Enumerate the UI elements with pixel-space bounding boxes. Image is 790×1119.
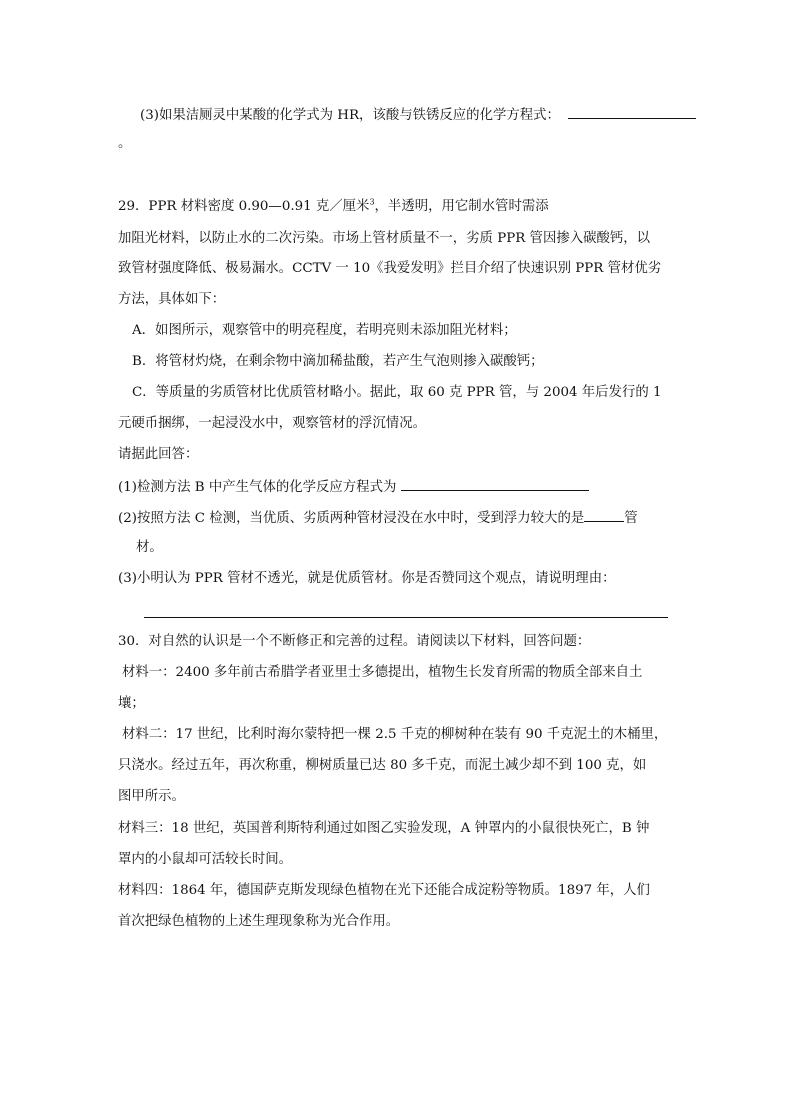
q29-prompt: 请据此回答： xyxy=(118,447,199,462)
q29-sub3: (3)小明认为 PPR 管材不透光，就是优质管材。你是否赞同这个观点，请说明理由： xyxy=(118,571,616,586)
q29-sub3-answer-line[interactable] xyxy=(144,617,668,618)
q30-intro: 30．对自然的认识是一个不断修正和完善的过程。请阅读以下材料，回答问题： xyxy=(118,634,591,649)
q30-material2-a: 材料二：17 世纪，比利时海尔蒙特把一棵 2.5 千克的柳树种在装有 90 千克泥土的木桶里， xyxy=(122,727,668,742)
q29-method-b: B．将管材灼烧，在剩余物中滴加稀盐酸，若产生气泡则掺入碳酸钙； xyxy=(132,354,544,369)
q29-line3: 致管材强度降低、极易漏水。CCTV 一 10《我爱发明》拦目介绍了快速识别 PPR 管材优劣 xyxy=(118,261,662,276)
q29-sub2-text: (2)按照方法 C 检测，当优质、劣质两种管材浸没在水中时，受到浮力较大的是 xyxy=(118,511,585,526)
q30-material4-a: 材料四：1864 年，德国萨克斯发现绿色植物在光下还能合成淀粉等物质。1897 年，人们 xyxy=(118,883,650,898)
q30-material2-c: 图甲所示。 xyxy=(118,789,185,804)
q30-material3-b: 罩内的小鼠却可活较长时间。 xyxy=(118,852,293,867)
q28-part3-end: 。 xyxy=(118,136,132,151)
q30-material1-b: 壤； xyxy=(118,696,145,711)
q29-method-c1: C．等质量的劣质管材比优质管材略小。据此，取 60 克 PPR 管，与 2004 年后发行的 1 xyxy=(132,385,662,400)
q29-method-a: A．如图所示，观察管中的明亮程度，若明亮则未添加阻光材料； xyxy=(132,323,517,338)
q29-line2: 加阻光材料，以防止水的二次污染。市场上管材质量不一，劣质 PPR 管因掺入碳酸钙，以 xyxy=(118,231,651,246)
q29-line4: 方法，具体如下： xyxy=(118,292,226,307)
q30-material3-a: 材料三：18 世纪，英国普利斯特利通过如图乙实验发现，A 钟罩内的小鼠很快死亡，B 钟 xyxy=(118,821,650,836)
q29-line1-sup: 3 xyxy=(369,197,375,207)
q30-material1-a: 材料一：2400 多年前古希腊学者亚里士多德提出，植物生长发育所需的物质全部来自土 xyxy=(122,665,643,680)
q29-sub2-line xyxy=(118,507,638,529)
q29-sub1-text: (1)检测方法 B 中产生气体的化学反应方程式为 xyxy=(118,480,397,495)
q29-line1-a: 29．PPR 材料密度 0.90—0.91 克／厘米 xyxy=(118,199,370,214)
q29-sub2-end: 材。 xyxy=(136,540,163,555)
q28-part3-text: (3)如果洁厕灵中某酸的化学式为 HR，该酸与铁锈反应的化学方程式： xyxy=(140,108,560,123)
q29-sub1-line xyxy=(118,476,589,498)
q29-sub2-answer-blank[interactable] xyxy=(584,507,624,522)
q30-material2-b: 只浇水。经过五年，再次称重，柳树质量已达 80 多千克，而泥土减少却不到 100 克，如 xyxy=(118,758,647,773)
q29-sub1-answer-blank[interactable] xyxy=(401,476,589,491)
q29-line1 xyxy=(118,197,549,217)
q29-line1-b: ，半透明，用它制水管时需添 xyxy=(374,199,549,214)
q29-method-c2: 元硬币捆绑，一起浸没水中，观察管材的浮沉情况。 xyxy=(118,416,426,431)
q30-material4-b: 首次把绿色植物的上述生理现象称为光合作用。 xyxy=(118,914,400,929)
q28-part3-line xyxy=(140,104,696,126)
q28-part3-answer-blank[interactable] xyxy=(568,104,696,119)
q29-sub2-suffix: 管 xyxy=(624,511,638,526)
